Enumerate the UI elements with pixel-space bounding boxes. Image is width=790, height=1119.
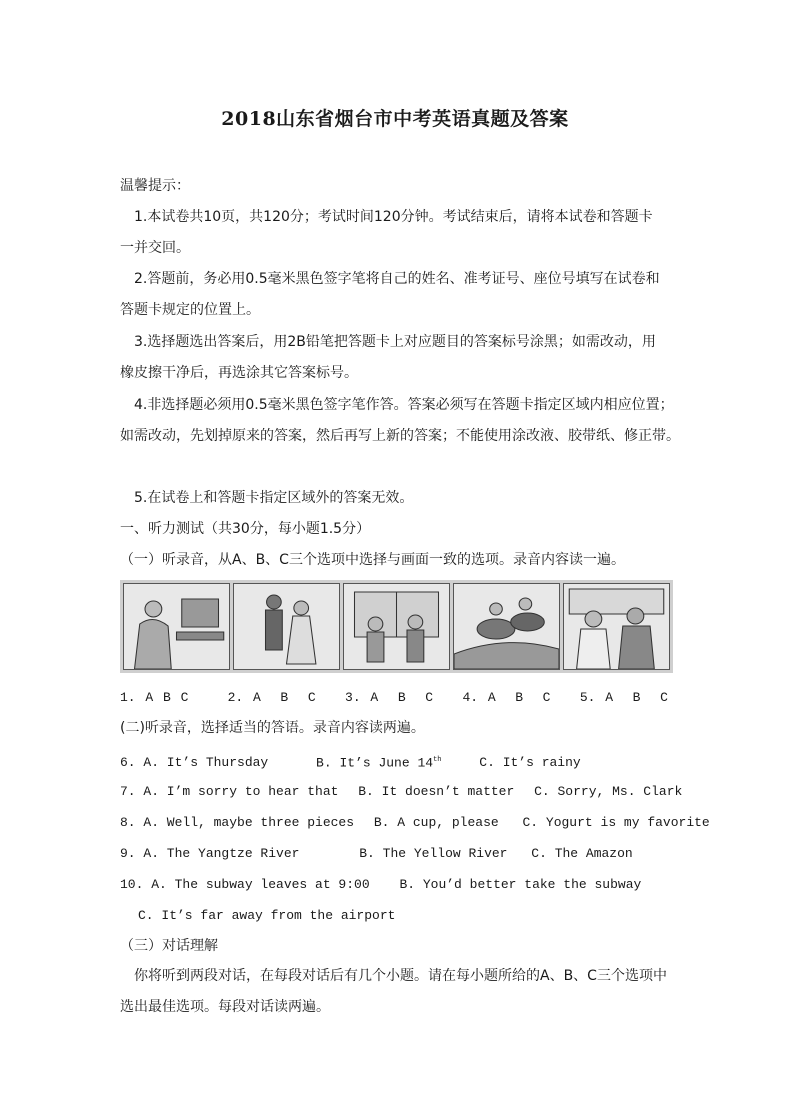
tip-3-line-2: 橡皮擦干净后，再选涂其它答案标号。	[120, 365, 358, 381]
question-6	[120, 750, 581, 773]
tip-4-line-2: 如需改动，先划掉原来的答案，然后再写上新的答案；不能使用涂改液、胶带纸、修正带。	[120, 428, 680, 444]
picture-options-row: 1. A B C 2. A B C 3. A B C 4. A B C 5. A B C	[120, 690, 668, 705]
q9-option-c: C. The Amazon	[531, 846, 633, 861]
listening-pictures	[120, 580, 673, 673]
q6-option-a: 6. A. It’s Thursday	[120, 755, 269, 771]
page-title: 2018山东省烟台市中考英语真题及答案	[221, 108, 569, 130]
part-2-instructions: (二)听录音，选择适当的答语。录音内容读两遍。	[120, 720, 425, 736]
q8-option-a: 8. A. Well, maybe three pieces	[120, 815, 355, 830]
q9-option-a: 9. A. The Yangtze River	[120, 846, 300, 861]
q6-option-b-sup: th	[433, 756, 442, 764]
section-1-heading: 一、听力测试（共30分，每小题1.5分）	[120, 521, 371, 537]
q8-option-b: B. A cup, please	[373, 815, 499, 830]
q7-option-c: C. Sorry, Ms. Clark	[534, 784, 683, 799]
q6-option-b-text: B. It’s June 14	[316, 755, 434, 771]
part-1-instructions: （一）听录音，从A、B、C三个选项中选择与画面一致的选项。录音内容读一遍。	[120, 552, 625, 568]
part-3-instructions-line-2: 选出最佳选项。每段对话读两遍。	[120, 999, 330, 1015]
picture-3-people-cleaning-window	[343, 583, 450, 670]
tip-4-line-1: 4.非选择题必须用0.5毫米黑色签字笔作答。答案必须写在答题卡指定区域内相应位置；	[134, 397, 674, 413]
q6-option-b	[316, 750, 441, 773]
q7-option-b: B. It doesn’t matter	[358, 784, 515, 799]
tip-1-line-2: 一并交回。	[120, 240, 190, 256]
question-7	[120, 782, 682, 802]
tip-1-line-1: 1.本试卷共10页，共120分；考试时间120分钟。考试结束后，请将本试卷和答题卡	[134, 209, 653, 225]
tips-heading: 温馨提示：	[120, 178, 190, 194]
tip-2-line-2: 答题卡规定的位置上。	[120, 302, 260, 318]
tip-3-line-1: 3.选择题选出答案后，用2B铅笔把答题卡上对应题目的答案标号涂黑；如需改动，用	[134, 334, 656, 350]
question-8	[120, 813, 710, 833]
q8-option-c: C. Yogurt is my favorite	[522, 815, 710, 830]
tip-5: 5.在试卷上和答题卡指定区域外的答案无效。	[134, 490, 414, 506]
q10-option-c: C. It’s far away from the airport	[138, 908, 396, 923]
part-3-heading: （三）对话理解	[120, 938, 218, 954]
tip-2-line-1: 2.答题前，务必用0.5毫米黑色签字笔将自己的姓名、准考证号、座位号填写在试卷和	[134, 271, 660, 287]
q7-option-a: 7. A. I’m sorry to hear that	[120, 784, 339, 799]
question-9	[120, 844, 633, 864]
q10-option-b: B. You’d better take the subway	[399, 877, 642, 892]
question-10	[120, 875, 641, 895]
q10-option-a: 10. A. The subway leaves at 9:00	[120, 877, 370, 892]
picture-1-woman-at-computer	[123, 583, 230, 670]
picture-2-couple	[233, 583, 340, 670]
q9-option-b: B. The Yellow River	[359, 846, 508, 861]
picture-4-horse-riding	[453, 583, 560, 670]
picture-5-family-gathering	[563, 583, 670, 670]
part-3-instructions-line-1: 你将听到两段对话，在每段对话后有几个小题。请在每小题所给的A、B、C三个选项中	[134, 968, 667, 984]
q6-option-c: C. It’s rainy	[479, 755, 581, 771]
